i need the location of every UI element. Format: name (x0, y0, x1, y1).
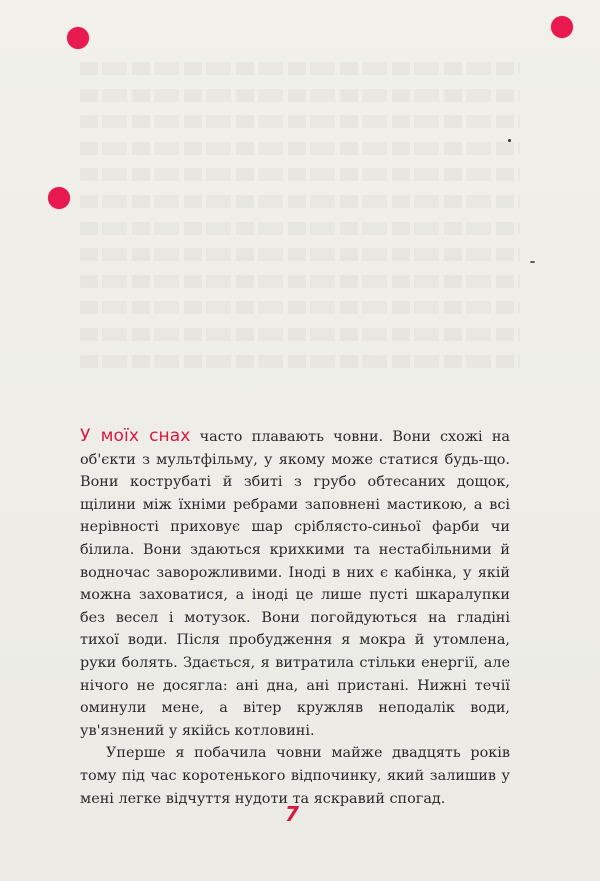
show-through-text (80, 62, 520, 402)
ink-speck (530, 261, 535, 263)
paragraph-2: Уперше я побачила човни майже двадцять років тому під час коротенького відпочинку, який залишив у мені легке відчуття нудоти та яскравий спогад. (80, 745, 510, 807)
paragraph-1-text: часто плавають човни. Вони схожі на об'єкти з мультфільму, у якому може статися будь-що. Вони кострубаті й збиті з грубо обтесаних дощок, щілини між їхніми ребрами заповнені мастикою, а всі нерівності приховує шар сріблясто-синьої фарби чи білила. Вони здаються крихкими та нестабільними й водночас заворожливими. Іноді в них є кабінка, у якій можна заховатися, а іноді це лише пусті шкаралупки без весел і мотузок. Вони погойдуються на гладіні тихої води. Після пробудження я мокра й утомлена, руки болять. Здається, я витратила стільки енергії, але нічого не досягла: ані дна, ані пристані. Нижні течії оминули мене, а вітер кружляв неподалік води, ув'язнений у якійсь котловині. (80, 429, 510, 739)
lead-in-phrase: У моїх снах (80, 426, 191, 446)
paragraph-1 (80, 425, 510, 742)
pink-marker-dot (551, 16, 573, 38)
page-number: 7 (285, 802, 299, 826)
ink-speck (508, 139, 511, 142)
pink-marker-dot (48, 187, 70, 209)
body-text (80, 425, 510, 810)
pink-marker-dot (67, 27, 89, 49)
